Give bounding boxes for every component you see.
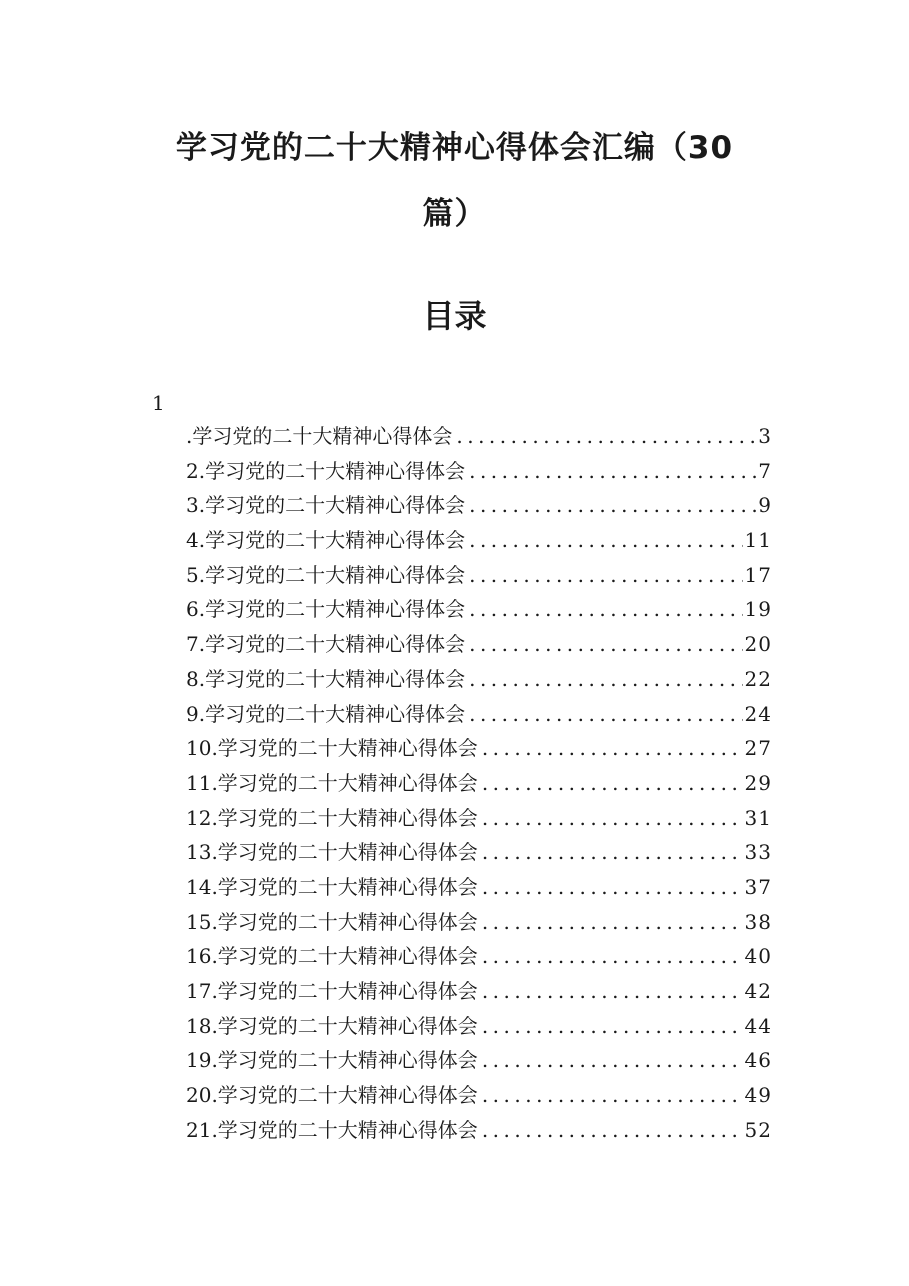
toc-entry[interactable] xyxy=(186,769,772,804)
toc-entry[interactable] xyxy=(186,804,772,839)
toc-entry[interactable] xyxy=(186,977,772,1012)
toc-entry-page: 31 xyxy=(744,805,772,830)
toc-entry-title: 16.学习党的二十大精神心得体会 xyxy=(186,944,478,969)
toc-entry-page: 19 xyxy=(744,597,772,622)
toc-entry[interactable] xyxy=(186,908,772,943)
document-title-line-1: 学习党的二十大精神心得体会汇编（30 xyxy=(175,130,734,166)
toc-entry[interactable] xyxy=(186,491,772,526)
toc-entry-title: 10.学习党的二十大精神心得体会 xyxy=(186,736,478,761)
toc-entry[interactable] xyxy=(186,1046,772,1081)
toc-leader-dots xyxy=(456,422,756,450)
document-title-line-2: 篇） xyxy=(422,196,487,232)
toc-leader-dots xyxy=(482,1012,743,1040)
toc-entry-title: 6.学习党的二十大精神心得体会 xyxy=(186,597,466,622)
toc-leader-dots xyxy=(482,977,743,1005)
toc-leader-dots xyxy=(482,1046,743,1074)
toc-leader-dots xyxy=(482,908,743,936)
toc-leader-dots xyxy=(469,526,742,554)
toc-leader-dots xyxy=(469,630,742,658)
toc-entry-page: 38 xyxy=(744,909,772,934)
toc-entry-title: 14.学习党的二十大精神心得体会 xyxy=(186,874,478,899)
toc-entry-page: 44 xyxy=(744,1013,772,1038)
toc-leader-dots xyxy=(482,804,743,832)
toc-entry-title: 8.学习党的二十大精神心得体会 xyxy=(186,666,466,691)
toc-leader-dots xyxy=(469,561,742,589)
toc-entry-page: 22 xyxy=(744,666,772,691)
toc-entry[interactable] xyxy=(186,1012,772,1047)
toc-entry[interactable] xyxy=(186,1116,772,1151)
toc-entry[interactable] xyxy=(186,873,772,908)
toc-entry[interactable] xyxy=(186,1081,772,1116)
toc-entry-title: .学习党的二十大精神心得体会 xyxy=(186,424,453,448)
toc-entry-title: 12.学习党的二十大精神心得体会 xyxy=(186,805,478,830)
toc-entry-title: 18.学习党的二十大精神心得体会 xyxy=(186,1013,478,1038)
toc-entry-page: 29 xyxy=(744,770,772,795)
toc-entry-title: 7.学习党的二十大精神心得体会 xyxy=(186,632,466,657)
toc-leader-dots xyxy=(469,665,742,693)
toc-entry-title: 17.学习党的二十大精神心得体会 xyxy=(186,979,478,1003)
stray-line-number: 1 xyxy=(152,391,165,415)
toc-leader-dots xyxy=(469,700,742,728)
toc-entry[interactable] xyxy=(186,942,772,977)
toc-entry-page: 17 xyxy=(744,562,772,587)
toc-leader-dots xyxy=(482,769,743,797)
toc-entry-title: 21.学习党的二十大精神心得体会 xyxy=(186,1117,478,1142)
toc-entry[interactable] xyxy=(186,422,772,457)
toc-entry-page: 46 xyxy=(744,1048,772,1073)
toc-entry[interactable] xyxy=(186,526,772,561)
toc-entry-title: 3.学习党的二十大精神心得体会 xyxy=(186,493,466,518)
toc-entry[interactable] xyxy=(186,665,772,700)
toc-entry[interactable] xyxy=(186,734,772,769)
toc-entry-title: 4.学习党的二十大精神心得体会 xyxy=(186,528,466,553)
toc-entry-title: 19.学习党的二十大精神心得体会 xyxy=(186,1048,478,1073)
toc-entry-page: 3 xyxy=(758,424,772,448)
toc-entry-page: 20 xyxy=(744,632,772,657)
toc-entry-title: 2.学习党的二十大精神心得体会 xyxy=(186,458,466,483)
toc-entry-page: 33 xyxy=(744,840,772,865)
toc-entry-page: 24 xyxy=(744,701,772,726)
toc-entry-title: 13.学习党的二十大精神心得体会 xyxy=(186,840,478,865)
toc-entry[interactable] xyxy=(186,595,772,630)
toc-leader-dots xyxy=(482,873,743,901)
toc-entry-title: 11.学习党的二十大精神心得体会 xyxy=(186,770,478,795)
toc-leader-dots xyxy=(469,491,756,519)
toc-entry-page: 9 xyxy=(758,493,772,518)
toc-entry[interactable] xyxy=(186,838,772,873)
toc-entry-title: 15.学习党的二十大精神心得体会 xyxy=(186,909,478,934)
toc-entry-page: 11 xyxy=(744,528,772,553)
toc-entry[interactable] xyxy=(186,561,772,596)
table-of-contents xyxy=(186,422,772,1150)
toc-leader-dots xyxy=(469,595,742,623)
toc-leader-dots xyxy=(482,734,743,762)
toc-entry-page: 40 xyxy=(744,944,772,969)
toc-leader-dots xyxy=(482,942,743,970)
toc-entry-page: 27 xyxy=(744,736,772,761)
toc-leader-dots xyxy=(469,457,756,485)
toc-leader-dots xyxy=(482,1116,743,1144)
toc-entry-page: 52 xyxy=(744,1117,772,1142)
toc-entry[interactable] xyxy=(186,457,772,492)
toc-entry-title: 9.学习党的二十大精神心得体会 xyxy=(186,701,466,726)
toc-entry-title: 5.学习党的二十大精神心得体会 xyxy=(186,562,466,587)
toc-entry-page: 49 xyxy=(744,1083,772,1108)
toc-entry-page: 7 xyxy=(758,458,772,483)
toc-heading: 目录 xyxy=(422,297,487,335)
toc-leader-dots xyxy=(482,1081,743,1109)
toc-leader-dots xyxy=(482,838,743,866)
toc-entry-page: 37 xyxy=(744,874,772,899)
toc-entry-page: 42 xyxy=(744,979,772,1003)
toc-entry[interactable] xyxy=(186,700,772,735)
toc-entry[interactable] xyxy=(186,630,772,665)
toc-entry-title: 20.学习党的二十大精神心得体会 xyxy=(186,1083,478,1108)
